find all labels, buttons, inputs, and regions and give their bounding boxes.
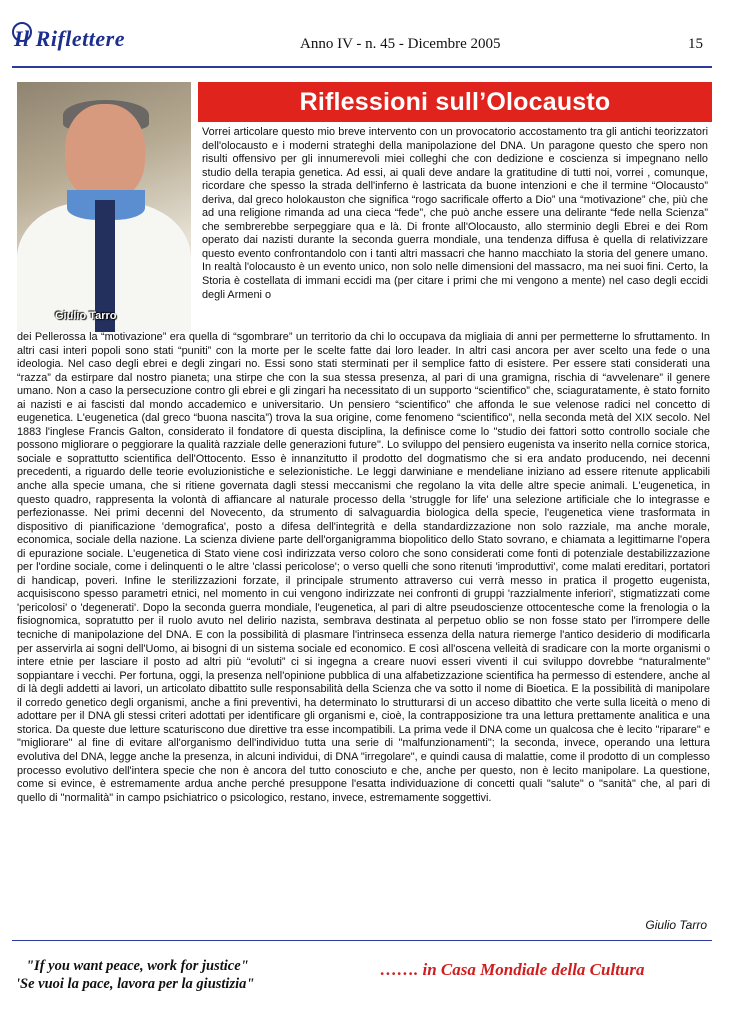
article-title: Riflessioni sull’Olocausto — [299, 87, 611, 116]
photo-caption: Giulio Tarro — [55, 310, 117, 322]
issue-info: Anno IV - n. 45 - Dicembre 2005 — [300, 36, 501, 52]
article-title-bar — [198, 82, 712, 122]
footer-quote-italian: 'Se vuoi la pace, lavora per la giustizia" — [16, 976, 255, 992]
author-signature: Giulio Tarro — [645, 918, 707, 932]
header-divider — [12, 66, 712, 68]
publication-logo: Il Riflettere — [14, 26, 125, 51]
footer-tagline: ……. in Casa Mondiale della Cultura — [380, 960, 645, 979]
page-header — [0, 0, 729, 70]
page-number: 15 — [688, 36, 703, 52]
author-photo — [17, 82, 191, 332]
article-paragraph-main: dei Pellerossa la “motivazione” era quella di “sgombrare” un territorio da chi lo occupava da migliaia di anni per permetterne lo sfruttamento. In altri casi interi popoli sono stati “puniti” con la morte per le scelte fatte dai loro leader. In altri casi ancora per aver scelto una fede o una ideologia. Nel caso degli ebrei e degli zingari no. Essi sono stati sterminati per il semplice fatto di esistere. Per essere stati considerati una “razza” da estirpare dal nostro pianeta; una stirpe che con la sua stessa presenza, al pari di una gramigna, rischia di “avvelenare” il genere umano. Non a caso la persecuzione contro gli ebrei e gli zingari ha necessitato di un supporto “scientifico” che, sciaguratamente, è stato fornito ai nazisti e ai fascisti dal mondo accademico e universitario. Un pensiero “scientifico” che affonda le sue velenose radici nel concetto di eugenetica. L'eugenetica (dal greco “buona nascita”) trova la sua origine, come fenomeno “scientifico”, nella seconda metà del XIX secolo. Nel 1883 l'inglese Francis Galton, considerato il fondatore di questa disciplina, la definisce come lo "studio dei fattori sotto controllo sociale che possono migliorare o peggiorare la qualità razziale delle generazioni future". Lo sviluppo del pensiero eugenista va inserito nella cornice storica, sociale e soprattutto scientifica dell'Ottocento. Esso è innanzitutto il prodotto del dogmatismo che si era andato producendo, nei decenni precedenti, a riguardo delle teorie evoluzionistiche e selezionistiche. Le leggi darwiniane e mendeliane iniziano ad essere ritenute applicabili anche alla specie umana, che si ritiene governata dagli stessi meccanismi che regolano la vita delle altre specie animali. L'eugenetica, in questo quadro, rappresenta la volontà di affiancare al naturale processo della 'struggle for life' una selezione artificiale che lo integrasse e perfezionasse. Nei primi decenni del Novecento, da strumento di salvaguardia biologica della specie, l'eugenetica viene trasformata in dispositivo di pianificazione 'demografica', posto a difesa dell'integrità e della standardizzazione non solo razziale, ma anche morale, economica, sociale della nazione. La scienza diviene parte dell'organigramma biopolitico dello Stato sovrano, e chiamata a legittimarne l'opera di epurazione sociale. L'eugenetica di Stato viene così indirizzata verso coloro che sono considerati come fonti di potenziale destabilizzazione per l'ordine sociale, come i delinquenti o le altre 'classi pericolose'; o verso quelli che sono ritenuti 'improduttivi', come malati ereditari, portatori di handicap, poveri. Infine le sterilizzazioni forzate, il principale strumento attraverso cui verrà messo in pratica il progetto eugenista, acquisiscono spesso parametri etnici, nel momento in cui vengono indirizzate nei confronti di gruppi 'razzialmente inferiori', stigmatizzati come 'pericolosi' o 'degenerati'. Dopo la seconda guerra mondiale, l'eugenetica, al pari di altre pseudoscienze ottocentesche come la frenologia o la fisiognomica, sopratutto per il ruolo avuto nel delirio nazista, sembrava destinata al perpetuo oblio se non fosse stato per l'irrompere delle tecniche di manipolazione del DNA. E con la possibilità di plasmare l'intrinseca essenza della natura riemerge l'antico desiderio di modificarla per asservirla ai sogni dell'Uomo, ai bisogni di un sistema sociale ed economico. E così all'oscena velleità di sradicare con la morte organismi o intere etnie per lasciare il posto ad altri più “evoluti” ci si ingegna a creare nuovi esseri viventi il cui sviluppo dovrebbe “naturalmente” soppiantare i vecchi. Per fortuna, oggi, la presenza nell'opinione pubblica di una alfabetizzazione scientifica ha permesso di estendere, anche al di là degli addetti ai lavori, un articolato dibattito sulle responsabilità della Scienza che va sotto il nome di Bioetica. E la possibilità di manipolare il corredo genetico degli organismi, anche a fini preventivi, ha determinato lo strutturarsi di un acceso dibattito che verte sulla liceità o meno di adottare per il DNA gli stessi criteri adottati per identificare gli organismi e, cioè, la contrapposizione tra una lettura prettamente analitica e una storica. Da queste due letture scaturiscono due direttive tra esse incompatibili. La prima vede il DNA come un qualcosa che è lecito "riparare" e "migliorare" al fine di evitare all'organismo dell'individuo tutta una serie di "malfunzionamenti"; la seconda, invece, operando una lettura evolutiva del DNA, legge anche la presenza, in alcuni individui, di DNA "irregolare", e quindi causa di malattie, come il prodotto di un complesso processo evolutivo dell'intera specie che non è ancora del tutto conosciuto e che, anche per questo, non è lecito manipolare. La questione, come si evince, è estremamente ardua anche perché presuppone l'esatta individuazione di concetti quali "salute" o "sanità" che, al pari di quello di "normalità" in campo psichiatrico o psicologico, restano, invece, estremamente soggettivi. — [17, 331, 710, 804]
footer-quote-english: "If you want peace, work for justice" — [26, 958, 249, 974]
footer-divider — [12, 940, 712, 941]
photo-face — [65, 104, 145, 200]
article-paragraph-top: Vorrei articolare questo mio breve intervento con un provocatorio accostamento tra gli antichi teorizzatori dell'olocausto e i moderni strateghi della manipolazione del DNA. Un paragone questo che spero non risulti offensivo per gli innumerevoli miei colleghi che con dedizione e coscienza si impegnano nello studio della terapia genetica. Ad essi, ai quali deve andare la gratitudine di tutti noi, vorrei , comunque, ricordare che spesso la strada dell'inferno è lastricata da buone intenzioni e che il termine “Olocausto” deriva, dal greco holokauston che significa “rogo sacrificale offerto a Dio” una “motivazione” che, più che ad una religione rimanda ad una cieca “fede”, che può anche essere una delirante “fede nella Scienza” che sembrerebbe serpeggiare qua e là. Di fronte all'Olocausto, allo sterminio degli Ebrei e dei Rom operato dai nazisti durante la seconda guerra mondiale, una tendenza diffusa è quella di relativizzare questo evento confrontandolo con i tanti altri massacri che hanno macchiato la storia del genere umano. In realtà l'olocausto è un evento unico, non solo nelle dimensioni del massacro, ma nei suoi fini. Certo, la Storia è costellata di immani eccidi ma (per citare i primi che mi vengono a mente) nel caso degli eccidi degli Armeni o — [202, 126, 708, 301]
